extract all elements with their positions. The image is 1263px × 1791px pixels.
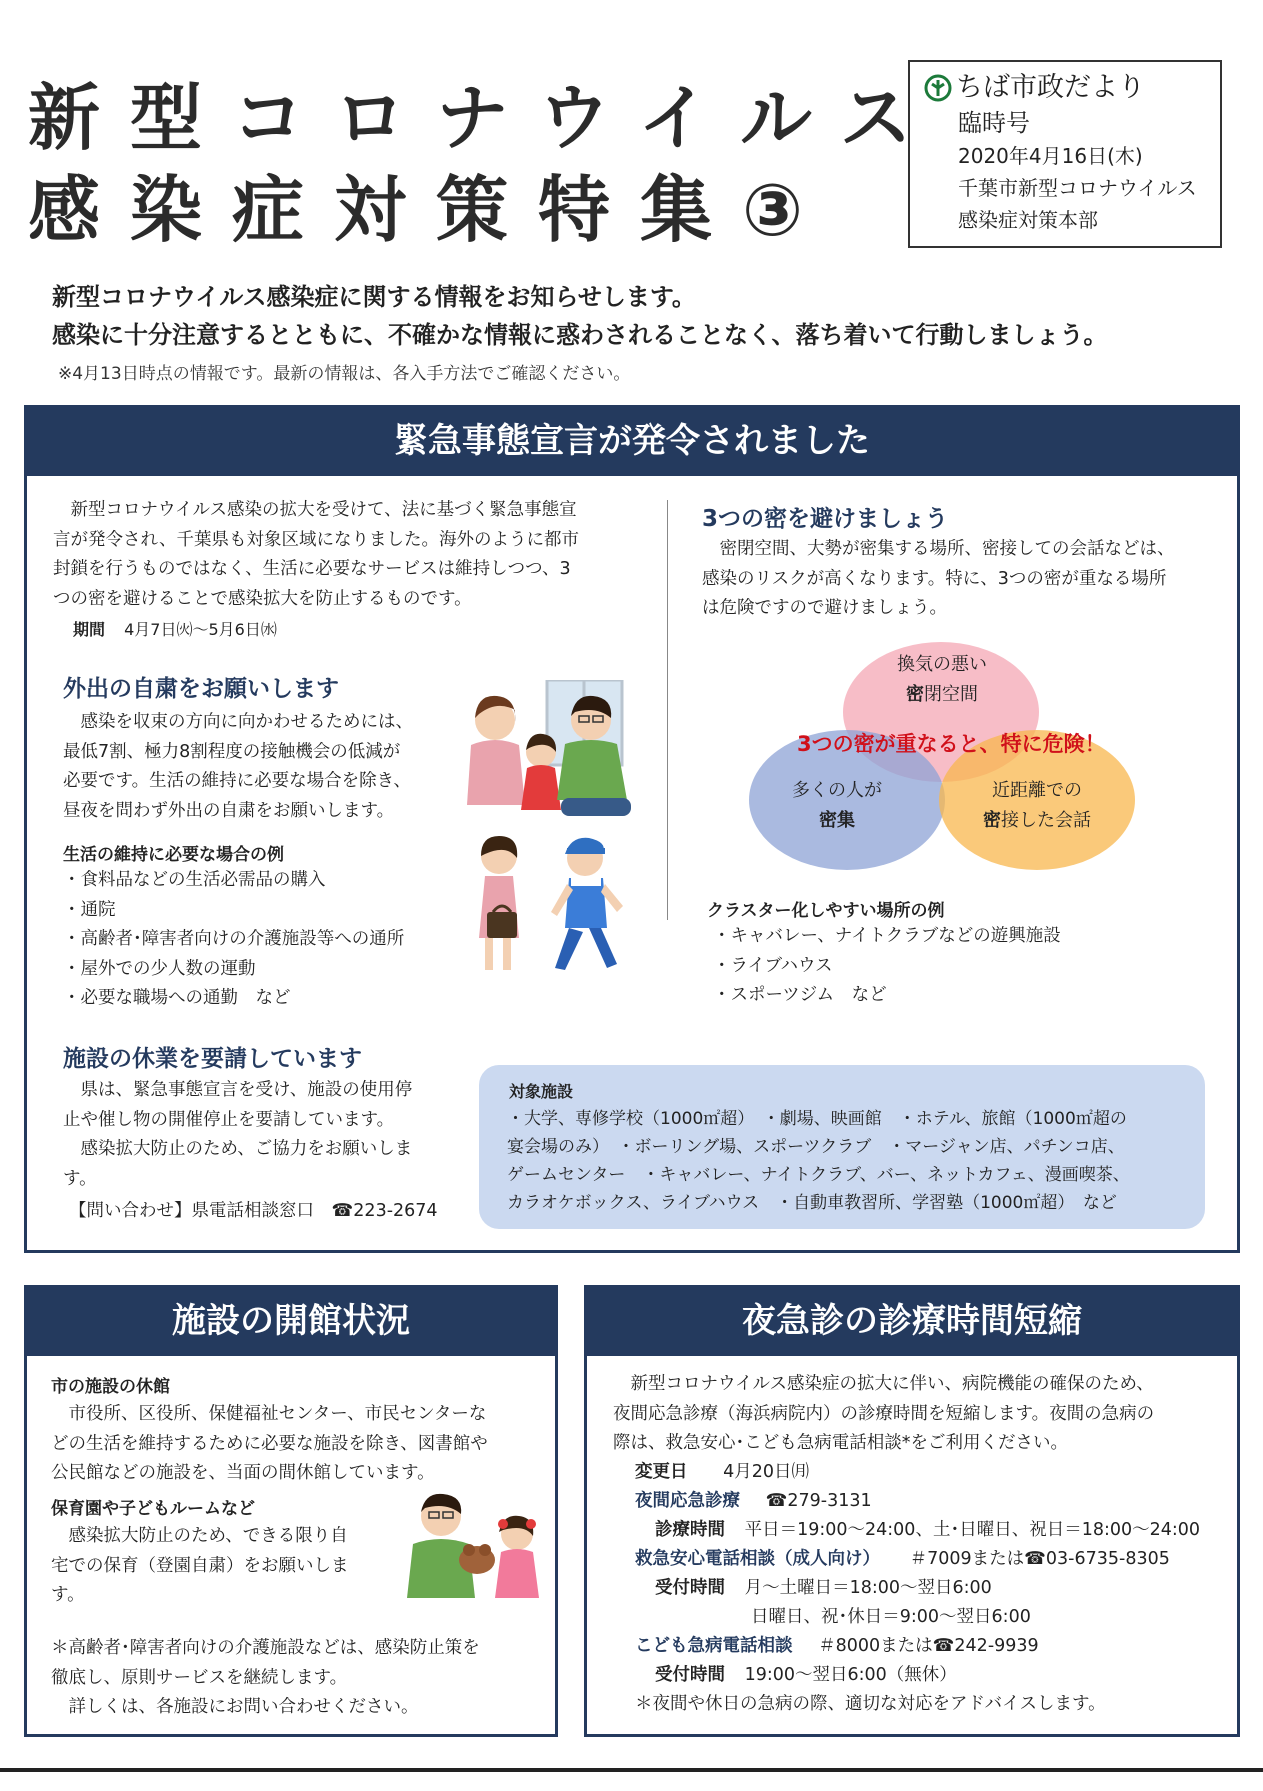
edition-label: 臨時号: [958, 109, 1030, 137]
adult-hours-2: 日曜日、祝･休日＝9:00～翌日6:00: [751, 1607, 1031, 1627]
outing-text: 感染を収束の方向に向かわせるためには、 最低7割、極力8割程度の接触機会の低減が 必要です。生活の維持に必要な場合を除き、 昼夜を問わず外出の自粛をお願いします。: [63, 712, 413, 821]
page-title: [28, 72, 942, 256]
clinic-label: 夜間応急診療: [635, 1491, 740, 1511]
target-facilities-box: [479, 1065, 1205, 1229]
clinic-tel: ☎279-3131: [765, 1491, 872, 1511]
list-item: ・スポーツジム など: [713, 985, 887, 1005]
hours-label: 診療時間: [655, 1520, 725, 1540]
list-item: ・必要な職場への通勤 など: [63, 988, 291, 1008]
lead-line-1: 新型コロナウイルス感染症に関する情報をお知らせします。: [52, 283, 696, 311]
dept-line-1: 千葉市新型コロナウイルス: [958, 176, 1197, 200]
city-facilities-heading: 市の施設の休館: [51, 1377, 170, 1397]
nursery-text: 感染拡大防止のため、できる限り自 宅での保育（登園自粛）をお願いしま す。: [51, 1526, 349, 1605]
emergency-panel: [24, 405, 1240, 1253]
child-line-label: こども急病電話相談: [635, 1636, 793, 1656]
column-divider: [667, 500, 668, 920]
adult-line-row: [635, 1545, 1170, 1575]
hours-value: 平日＝19:00～24:00、土･日曜日、祝日＝18:00～24:00: [744, 1520, 1201, 1540]
change-date-row: [635, 1458, 809, 1488]
reception-label: 受付時間: [655, 1578, 725, 1598]
circle-closed-label: 換気の悪い 密閉空間: [897, 654, 987, 705]
night-clinic-panel: [584, 1285, 1240, 1737]
list-item: ・通院: [63, 899, 116, 920]
change-date-value: 4月20日㈪: [723, 1462, 809, 1482]
danger-callout: 3つの密が重なると、特に危険！: [797, 732, 1106, 756]
clinic-row: [635, 1487, 872, 1517]
closure-heading: 施設の休業を要請しています: [63, 1046, 362, 1072]
issue-date: 2020年4月16日(木): [958, 144, 1143, 168]
child-hours-row: [655, 1661, 957, 1691]
child-line-row: [635, 1632, 1039, 1662]
info-date-note: ※4月13日時点の情報です。最新の情報は、各入手方法でご確認ください。: [58, 364, 631, 384]
issuer-name: ちば市政だより: [956, 72, 1145, 103]
outing-heading: 外出の自粛をお願いします: [63, 676, 339, 702]
night-intro: 新型コロナウイルス感染症の拡大に伴い、病院機能の確保のため、 夜間応急診療（海浜病院内）の診療時間を短縮します。夜間の急病の 際は、救急安心･こども急病電話相談*をご利用ください。: [613, 1374, 1155, 1453]
closure-contact: 【問い合わせ】県電話相談窓口 ☎223-2674: [69, 1201, 438, 1221]
title-line-2: 感染症対策特集③: [28, 168, 833, 252]
cluster-list: [713, 922, 1061, 1011]
mitsu-heading: 3つの密を避けましょう: [702, 506, 949, 532]
period-value: 4月7日㈫～5月6日㈬: [124, 620, 277, 639]
title-line-1: 新型コロナウイルス: [28, 76, 942, 160]
dept-line-2: 感染症対策本部: [958, 208, 1098, 232]
facilities-panel: [24, 1285, 558, 1737]
family-home-illustration: [457, 680, 647, 830]
child-line-tel: ＃8000または☎242-9939: [818, 1636, 1039, 1656]
shopping-jogging-illustration: [467, 828, 657, 978]
list-item: ・食料品などの生活必需品の購入: [63, 870, 326, 890]
nursery-heading: 保育園や子どもルームなど: [51, 1499, 255, 1519]
lead-line-2: 感染に十分注意するとともに、不確かな情報に惑わされることなく、落ち着いて行動しましょう。: [52, 321, 1108, 349]
circle-contact-label: 近距離での 密接した会話: [983, 780, 1091, 831]
adult-hours-row-1: [655, 1574, 992, 1604]
period-label: 期間: [73, 620, 106, 639]
list-item: ・ライブハウス: [713, 955, 833, 976]
adult-line-label: 救急安心電話相談（成人向け）: [635, 1549, 880, 1569]
list-item: ・屋外での少人数の運動: [63, 958, 256, 979]
cluster-heading: クラスター化しやすい場所の例: [707, 901, 945, 921]
list-item: ・キャバレー、ナイトクラブなどの遊興施設: [713, 926, 1061, 946]
emergency-intro: 新型コロナウイルス感染の拡大を受けて、法に基づく緊急事態宣 言が発令され、千葉県も対象区域になりました。海外のように都市 封鎖を行うものではなく、生活に必要なサービスは維持しつつ、3 つの密を避けることで感染拡大を防止するものです。: [53, 500, 580, 609]
issue-info-box: [908, 60, 1222, 248]
bottom-rule: [0, 1768, 1263, 1772]
facilities-title: 施設の開館状況: [27, 1288, 555, 1356]
child-hours: 19:00～翌日6:00（無休）: [744, 1665, 957, 1685]
target-list: ・大学、専修学校（1000㎡超） ・劇場、映画館 ・ホテル、旅館（1000㎡超の 宴会場のみ） ・ボーリング場、スポーツクラブ ・マージャン店、パチンコ店、 ゲームセンター ・キャバレー、ナイトクラブ、バー、ネットカフェ、漫画喫茶、 カラオケボックス、ライブハウス ・自動車教習所、学習塾（1000㎡超） など: [507, 1109, 1130, 1213]
examples-list: [63, 866, 404, 1014]
emergency-title: 緊急事態宣言が発令されました: [27, 408, 1237, 476]
change-date-label: 変更日: [635, 1462, 688, 1482]
examples-heading: 生活の維持に必要な場合の例: [63, 845, 284, 865]
adult-hours-1: 月～土曜日＝18:00～翌日6:00: [744, 1578, 992, 1598]
reception-label-2: 受付時間: [655, 1665, 725, 1685]
closure-text: 県は、緊急事態宣言を受け、施設の使用停 止や催し物の開催停止を要請しています。 感染拡大防止のため、ご協力をお願いしま す。: [63, 1080, 413, 1189]
three-cs-venn-diagram: [747, 636, 1167, 876]
chiba-city-logo-icon: [924, 74, 952, 102]
lead-text: [52, 278, 1108, 354]
period-row: [73, 615, 277, 645]
target-heading: 対象施設: [509, 1082, 574, 1101]
adult-line-tel: ＃7009または☎03-6735-8305: [909, 1549, 1170, 1569]
night-footnote: ＊夜間や休日の急病の際、適切な対応をアドバイスします。: [635, 1694, 1106, 1714]
night-clinic-title: 夜急診の診療時間短縮: [587, 1288, 1237, 1356]
circle-crowded-label: 多くの人が 密集: [792, 780, 882, 831]
mitsu-text: 密閉空間、大勢が密集する場所、密接しての会話などは、 感染のリスクが高くなります。特に、3つの密が重なる場所 は危険ですので避けましょう。: [702, 539, 1175, 618]
city-facilities-text: 市役所、区役所、保健福祉センター、市民センターな どの生活を維持するために必要な施設を除き、図書館や 公民館などの施設を、当面の間休館しています。: [51, 1404, 488, 1483]
father-child-illustration: [399, 1488, 549, 1608]
list-item: ・高齢者･障害者向けの介護施設等への通所: [63, 929, 405, 949]
care-note: ＊高齢者･障害者向けの介護施設などは、感染防止策を 徹底し、原則サービスを継続します。 詳しくは、各施設にお問い合わせください。: [51, 1638, 480, 1717]
clinic-hours-row: [655, 1516, 1200, 1546]
